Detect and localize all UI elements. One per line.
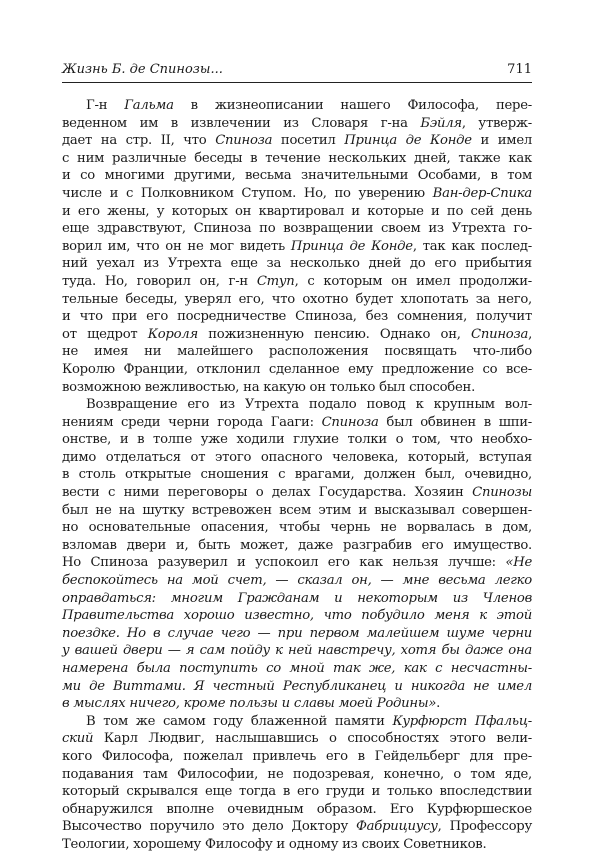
text-line xyxy=(62,572,532,590)
text-run: посетил xyxy=(272,133,345,149)
text-run: с ним различные беседы в течение нескольких дней, также как xyxy=(62,150,532,166)
text-run: но основательные опасения, чтобы чернь не ворвалась в дом, xyxy=(62,520,532,536)
text-line xyxy=(62,167,532,185)
text-line xyxy=(62,431,532,449)
text-run: и его жены, у которых он квартировал и которые и по сей день xyxy=(62,203,532,219)
text-run: не имея ни малейшего расположения посвящать что-либо xyxy=(62,344,532,360)
text-line xyxy=(62,748,532,766)
text-line xyxy=(62,590,532,608)
text-run: вести с ними переговоры о делах Государства. Хозяин xyxy=(62,485,473,501)
text-line xyxy=(62,343,532,361)
text-run: , утверж- xyxy=(461,115,532,131)
running-head xyxy=(62,62,532,83)
italic-run: намерена была поступить со мной так же, как с несчастны- xyxy=(62,661,532,676)
italic-run: Спиноза xyxy=(215,133,273,149)
text-line xyxy=(62,396,532,414)
italic-run: оправдаться: многим Гражданам и некоторым из Членов xyxy=(62,590,532,606)
text-run: Теологии, хорошему Философу и одному из своих Советников. xyxy=(62,836,487,852)
book-page xyxy=(62,62,532,854)
text-line xyxy=(62,291,532,309)
text-run: , Профессору xyxy=(437,819,533,835)
text-run: . xyxy=(436,696,441,712)
text-run: и что при его посредничестве Спиноза, без сомнения, получит xyxy=(62,309,532,325)
text-run: был обвинен в шпи- xyxy=(378,414,532,430)
text-line xyxy=(62,625,532,643)
text-run: числе и с Полковником Ступом. Но, по уверению xyxy=(62,185,433,201)
text-line xyxy=(62,132,532,150)
italic-run: ми де Виттами. Я честный Республиканец и никогда не имел xyxy=(62,678,532,694)
text-run: дает на стр. II, что xyxy=(62,133,216,149)
italic-run: Спиноза xyxy=(471,326,529,342)
text-line xyxy=(62,836,532,854)
text-run: онстве, и в толпе уже ходили глухие толки о том, что необхо- xyxy=(62,432,532,448)
text-run: обнаружился вполне очевидным образом. Его Курфюршеское xyxy=(62,801,532,817)
italic-run: Правительства хорошо известно, что побудило меня к этой xyxy=(62,608,532,624)
text-run: в жизнеописании нашего Философа, пере- xyxy=(173,98,533,113)
text-run: ворил им, что он не мог видеть xyxy=(62,238,291,254)
text-line xyxy=(62,150,532,168)
text-run: пожизненную пенсию. Однако он, xyxy=(197,326,472,342)
text-run: который скрывался еще тогда в его груди и только впоследствии xyxy=(62,784,532,800)
text-line xyxy=(62,713,532,731)
text-line xyxy=(62,414,532,432)
text-run: подавания там Философии, не подозревая, конечно, о том яде, xyxy=(62,766,532,782)
text-run: взломав двери и, быть может, даже разграбив его имущество. xyxy=(62,537,532,553)
italic-run: поездке. Но в случае чего — при первом малейшем шуме черни xyxy=(62,625,532,641)
italic-run: в мыслях ничего, кроме пользы и славы моей Родины» xyxy=(62,696,437,712)
text-line xyxy=(62,308,532,326)
text-run: нениям среди черни города Гааги: xyxy=(62,414,322,430)
text-run: Карл Людвиг, наслышавшись о способностях этого вели- xyxy=(93,731,532,747)
italic-run: Спиноза xyxy=(321,414,379,430)
text-line xyxy=(62,660,532,678)
text-line xyxy=(62,361,532,379)
italic-run: Ван-дер-Спика xyxy=(432,185,532,201)
text-run: Королю Франции, отклонил сделанное ему предложение со все- xyxy=(62,361,532,377)
text-line xyxy=(62,115,532,133)
text-run: кого Философа, пожелал привлечь его в Гейдельберг для пре- xyxy=(62,748,532,764)
text-line xyxy=(62,642,532,660)
text-run: туда. Но, говорил он, г-н xyxy=(62,273,257,289)
italic-run: Ступ xyxy=(256,273,295,289)
text-run: Г-н xyxy=(86,98,125,113)
text-line xyxy=(62,554,532,572)
italic-run: Бэйля xyxy=(420,115,462,131)
text-run: , xyxy=(528,326,533,342)
text-run: от щедрот xyxy=(62,326,148,342)
text-run: , с которым он имел продолжи- xyxy=(294,273,532,289)
text-line xyxy=(62,97,532,115)
text-line xyxy=(62,379,532,397)
italic-run: Спинозы xyxy=(472,485,532,501)
text-run: веденном им в извлечении из Словаря г-на xyxy=(62,115,421,131)
text-line xyxy=(62,607,532,625)
text-line xyxy=(62,255,532,273)
text-run: Но Спиноза разуверил и успокоил его как нельзя лучше: xyxy=(62,555,506,571)
text-line xyxy=(62,185,532,203)
text-run: димо отделаться от этого опасного человека, который, вступая xyxy=(62,449,532,465)
text-run: Высочество поручило это дело Доктору xyxy=(62,819,356,835)
italic-run: беспокойтесь на мой счет, — сказал он, — мне весьма легко xyxy=(62,573,532,589)
italic-run: «Не xyxy=(505,555,532,571)
text-line xyxy=(62,326,532,344)
text-run: тельные беседы, уверял его, что охотно будет хлопотать за него, xyxy=(62,291,532,307)
text-line xyxy=(62,678,532,696)
text-run: был не на шутку встревожен всем этим и высказывал совершен- xyxy=(62,502,532,518)
running-head-title: Жизнь Б. де Спинозы... xyxy=(62,62,223,77)
text-line xyxy=(62,695,532,713)
italic-run: ский xyxy=(62,731,94,747)
italic-run: Фабрициусу xyxy=(355,819,438,835)
paragraph xyxy=(62,97,532,396)
text-line xyxy=(62,801,532,819)
text-line xyxy=(62,730,532,748)
italic-run: у вашей двери — я сам пойду к ней навстречу, хотя бы даже она xyxy=(62,643,532,659)
text-run: возможною вежливостью, на какую он только был способен. xyxy=(62,379,476,395)
paragraph xyxy=(62,396,532,713)
text-line xyxy=(62,519,532,537)
body-text xyxy=(62,97,532,854)
text-line xyxy=(62,537,532,555)
paragraph xyxy=(62,713,532,854)
text-line xyxy=(62,203,532,221)
italic-run: Курфюрст Пфальц- xyxy=(392,713,532,729)
italic-run: Короля xyxy=(147,326,198,342)
italic-run: Принца де Конде xyxy=(344,133,472,149)
italic-run: Гальма xyxy=(124,98,174,113)
text-line xyxy=(62,484,532,502)
text-run: , так как послед- xyxy=(412,238,532,254)
page-number: 711 xyxy=(507,62,532,77)
text-line xyxy=(62,783,532,801)
text-run: еще здравствуют, Спиноза по возвращении своем из Утрехта го- xyxy=(62,221,532,237)
text-line xyxy=(62,238,532,256)
italic-run: Принца де Конде xyxy=(290,238,413,254)
text-line xyxy=(62,818,532,836)
text-line xyxy=(62,466,532,484)
text-line xyxy=(62,766,532,784)
text-line xyxy=(62,273,532,291)
text-run: Возвращение его из Утрехта подало повод к крупным вол- xyxy=(86,397,532,413)
text-run: В том же самом году блаженной памяти xyxy=(86,713,393,729)
text-line xyxy=(62,449,532,467)
text-line xyxy=(62,502,532,520)
text-run: в столь открытые сношения с врагами, должен был, очевидно, xyxy=(62,467,532,483)
text-run: ний уехал из Утрехта еще за несколько дней до его прибытия xyxy=(62,256,532,272)
text-run: и имел xyxy=(471,133,532,149)
text-line xyxy=(62,220,532,238)
text-run: и со многими другими, весьма значительными Особами, в том xyxy=(62,168,532,184)
